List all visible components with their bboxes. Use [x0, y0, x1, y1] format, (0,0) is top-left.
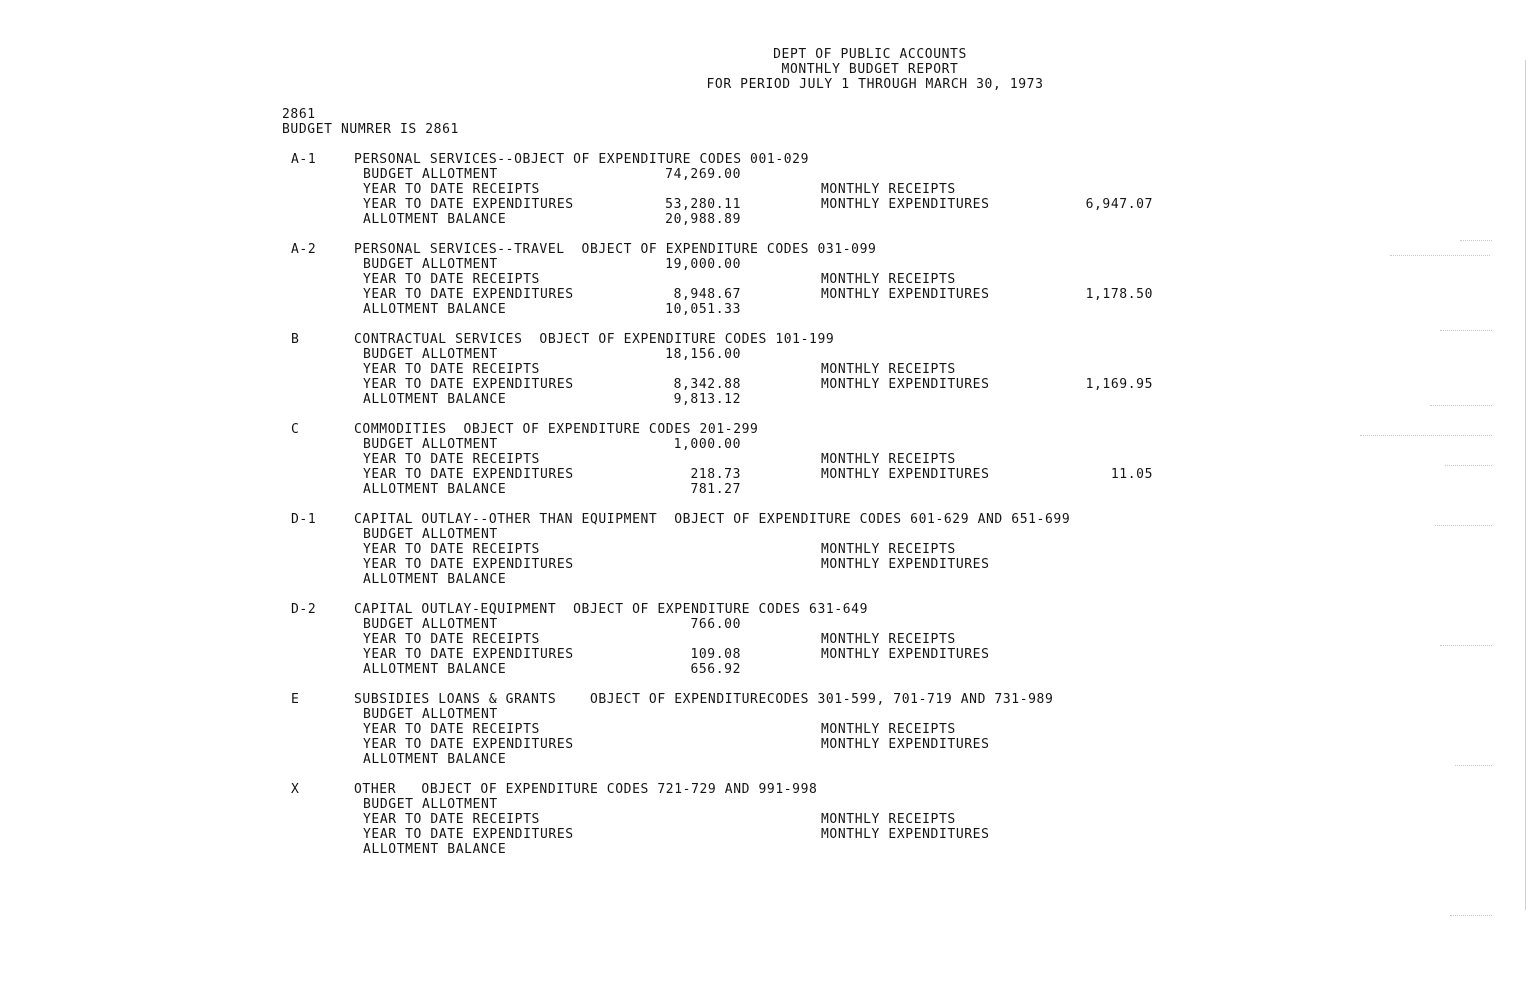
ytd-expenditures-value: 53,280.11 [665, 197, 741, 212]
budget-allotment-value: 766.00 [690, 617, 741, 632]
ytd-expenditures-label: YEAR TO DATE EXPENDITURES [363, 827, 574, 842]
section-code: D-2 [291, 602, 317, 617]
budget-allotment-value: 74,269.00 [665, 167, 741, 182]
monthly-receipts-label: MONTHLY RECEIPTS [821, 272, 956, 287]
monthly-expenditures-label: MONTHLY EXPENDITURES [821, 467, 990, 482]
ytd-receipts-label: YEAR TO DATE RECEIPTS [363, 542, 540, 557]
section-code: D-1 [291, 512, 317, 527]
monthly-expenditures-label: MONTHLY EXPENDITURES [821, 287, 990, 302]
ytd-expenditures-label: YEAR TO DATE EXPENDITURES [363, 557, 574, 572]
monthly-receipts-label: MONTHLY RECEIPTS [821, 632, 956, 647]
ytd-expenditures-label: YEAR TO DATE EXPENDITURES [363, 647, 574, 662]
ytd-receipts-label: YEAR TO DATE RECEIPTS [363, 182, 540, 197]
section-code: X [291, 782, 300, 797]
monthly-expenditures-label: MONTHLY EXPENDITURES [821, 377, 990, 392]
section-code: B [291, 332, 300, 347]
section-title: SUBSIDIES LOANS & GRANTS OBJECT OF EXPENDITURECODES 301-599, 701-719 AND 731-989 [354, 692, 1054, 707]
monthly-expenditures-value: 1,178.50 [1085, 287, 1153, 302]
section-code: A-2 [291, 242, 317, 257]
ytd-expenditures-value: 109.08 [690, 647, 741, 662]
allotment-balance-label: ALLOTMENT BALANCE [363, 392, 507, 407]
budget-allotment-value: 19,000.00 [665, 257, 741, 272]
monthly-receipts-label: MONTHLY RECEIPTS [821, 812, 956, 827]
allotment-balance-value: 9,813.12 [673, 392, 741, 407]
ytd-receipts-label: YEAR TO DATE RECEIPTS [363, 632, 540, 647]
scan-edge-line [1525, 60, 1526, 910]
monthly-expenditures-label: MONTHLY EXPENDITURES [821, 827, 990, 842]
scan-mark [1445, 465, 1492, 466]
section-title: CAPITAL OUTLAY-EQUIPMENT OBJECT OF EXPENDITURE CODES 631-649 [354, 602, 869, 617]
budget-code: 2861 [282, 107, 316, 122]
allotment-balance-label: ALLOTMENT BALANCE [363, 842, 507, 857]
section-title: CAPITAL OUTLAY--OTHER THAN EQUIPMENT OBJECT OF EXPENDITURE CODES 601-629 AND 651-699 [354, 512, 1071, 527]
scan-mark [1440, 330, 1492, 331]
report-header-period: FOR PERIOD JULY 1 THROUGH MARCH 30, 1973 [706, 77, 1044, 92]
allotment-balance-label: ALLOTMENT BALANCE [363, 572, 507, 587]
allotment-balance-value: 20,988.89 [665, 212, 741, 227]
scan-mark [1455, 765, 1492, 766]
allotment-balance-label: ALLOTMENT BALANCE [363, 662, 507, 677]
monthly-expenditures-value: 1,169.95 [1085, 377, 1153, 392]
section-code: C [291, 422, 300, 437]
section-title: OTHER OBJECT OF EXPENDITURE CODES 721-729 AND 991-998 [354, 782, 818, 797]
ytd-receipts-label: YEAR TO DATE RECEIPTS [363, 722, 540, 737]
section-title: COMMODITIES OBJECT OF EXPENDITURE CODES 201-299 [354, 422, 759, 437]
ytd-expenditures-label: YEAR TO DATE EXPENDITURES [363, 737, 574, 752]
ytd-expenditures-label: YEAR TO DATE EXPENDITURES [363, 467, 574, 482]
ytd-expenditures-label: YEAR TO DATE EXPENDITURES [363, 197, 574, 212]
monthly-receipts-label: MONTHLY RECEIPTS [821, 452, 956, 467]
ytd-expenditures-value: 218.73 [690, 467, 741, 482]
budget-allotment-label: BUDGET ALLOTMENT [363, 437, 498, 452]
budget-allotment-value: 18,156.00 [665, 347, 741, 362]
ytd-expenditures-value: 8,948.67 [673, 287, 741, 302]
monthly-expenditures-label: MONTHLY EXPENDITURES [821, 557, 990, 572]
budget-allotment-label: BUDGET ALLOTMENT [363, 167, 498, 182]
budget-allotment-label: BUDGET ALLOTMENT [363, 797, 498, 812]
allotment-balance-label: ALLOTMENT BALANCE [363, 752, 507, 767]
budget-allotment-label: BUDGET ALLOTMENT [363, 617, 498, 632]
scan-mark [1460, 240, 1492, 241]
ytd-expenditures-label: YEAR TO DATE EXPENDITURES [363, 377, 574, 392]
monthly-receipts-label: MONTHLY RECEIPTS [821, 542, 956, 557]
monthly-expenditures-label: MONTHLY EXPENDITURES [821, 647, 990, 662]
scan-mark [1440, 645, 1492, 646]
scan-mark [1450, 915, 1492, 916]
allotment-balance-label: ALLOTMENT BALANCE [363, 482, 507, 497]
ytd-receipts-label: YEAR TO DATE RECEIPTS [363, 452, 540, 467]
budget-allotment-label: BUDGET ALLOTMENT [363, 707, 498, 722]
allotment-balance-value: 10,051.33 [665, 302, 741, 317]
ytd-expenditures-label: YEAR TO DATE EXPENDITURES [363, 287, 574, 302]
scan-mark [1435, 525, 1492, 526]
ytd-receipts-label: YEAR TO DATE RECEIPTS [363, 812, 540, 827]
section-code: E [291, 692, 300, 707]
monthly-expenditures-label: MONTHLY EXPENDITURES [821, 737, 990, 752]
allotment-balance-label: ALLOTMENT BALANCE [363, 302, 507, 317]
ytd-expenditures-value: 8,342.88 [673, 377, 741, 392]
scan-mark [1430, 405, 1492, 406]
monthly-receipts-label: MONTHLY RECEIPTS [821, 362, 956, 377]
report-header-title: MONTHLY BUDGET REPORT [781, 62, 959, 77]
section-code: A-1 [291, 152, 317, 167]
allotment-balance-value: 781.27 [690, 482, 741, 497]
section-title: PERSONAL SERVICES--OBJECT OF EXPENDITURE CODES 001-029 [354, 152, 810, 167]
monthly-expenditures-value: 6,947.07 [1085, 197, 1153, 212]
budget-allotment-label: BUDGET ALLOTMENT [363, 257, 498, 272]
section-title: CONTRACTUAL SERVICES OBJECT OF EXPENDITURE CODES 101-199 [354, 332, 835, 347]
report-header-dept: DEPT OF PUBLIC ACCOUNTS [773, 47, 967, 62]
budget-allotment-label: BUDGET ALLOTMENT [363, 527, 498, 542]
budget-allotment-value: 1,000.00 [673, 437, 741, 452]
monthly-expenditures-value: 11.05 [1110, 467, 1153, 482]
scan-mark [1360, 435, 1492, 436]
allotment-balance-value: 656.92 [690, 662, 741, 677]
monthly-receipts-label: MONTHLY RECEIPTS [821, 722, 956, 737]
allotment-balance-label: ALLOTMENT BALANCE [363, 212, 507, 227]
monthly-receipts-label: MONTHLY RECEIPTS [821, 182, 956, 197]
budget-allotment-label: BUDGET ALLOTMENT [363, 347, 498, 362]
budget-number-line: BUDGET NUMRER IS 2861 [282, 122, 459, 137]
monthly-expenditures-label: MONTHLY EXPENDITURES [821, 197, 990, 212]
ytd-receipts-label: YEAR TO DATE RECEIPTS [363, 272, 540, 287]
section-title: PERSONAL SERVICES--TRAVEL OBJECT OF EXPENDITURE CODES 031-099 [354, 242, 877, 257]
ytd-receipts-label: YEAR TO DATE RECEIPTS [363, 362, 540, 377]
scan-mark [1390, 255, 1490, 256]
